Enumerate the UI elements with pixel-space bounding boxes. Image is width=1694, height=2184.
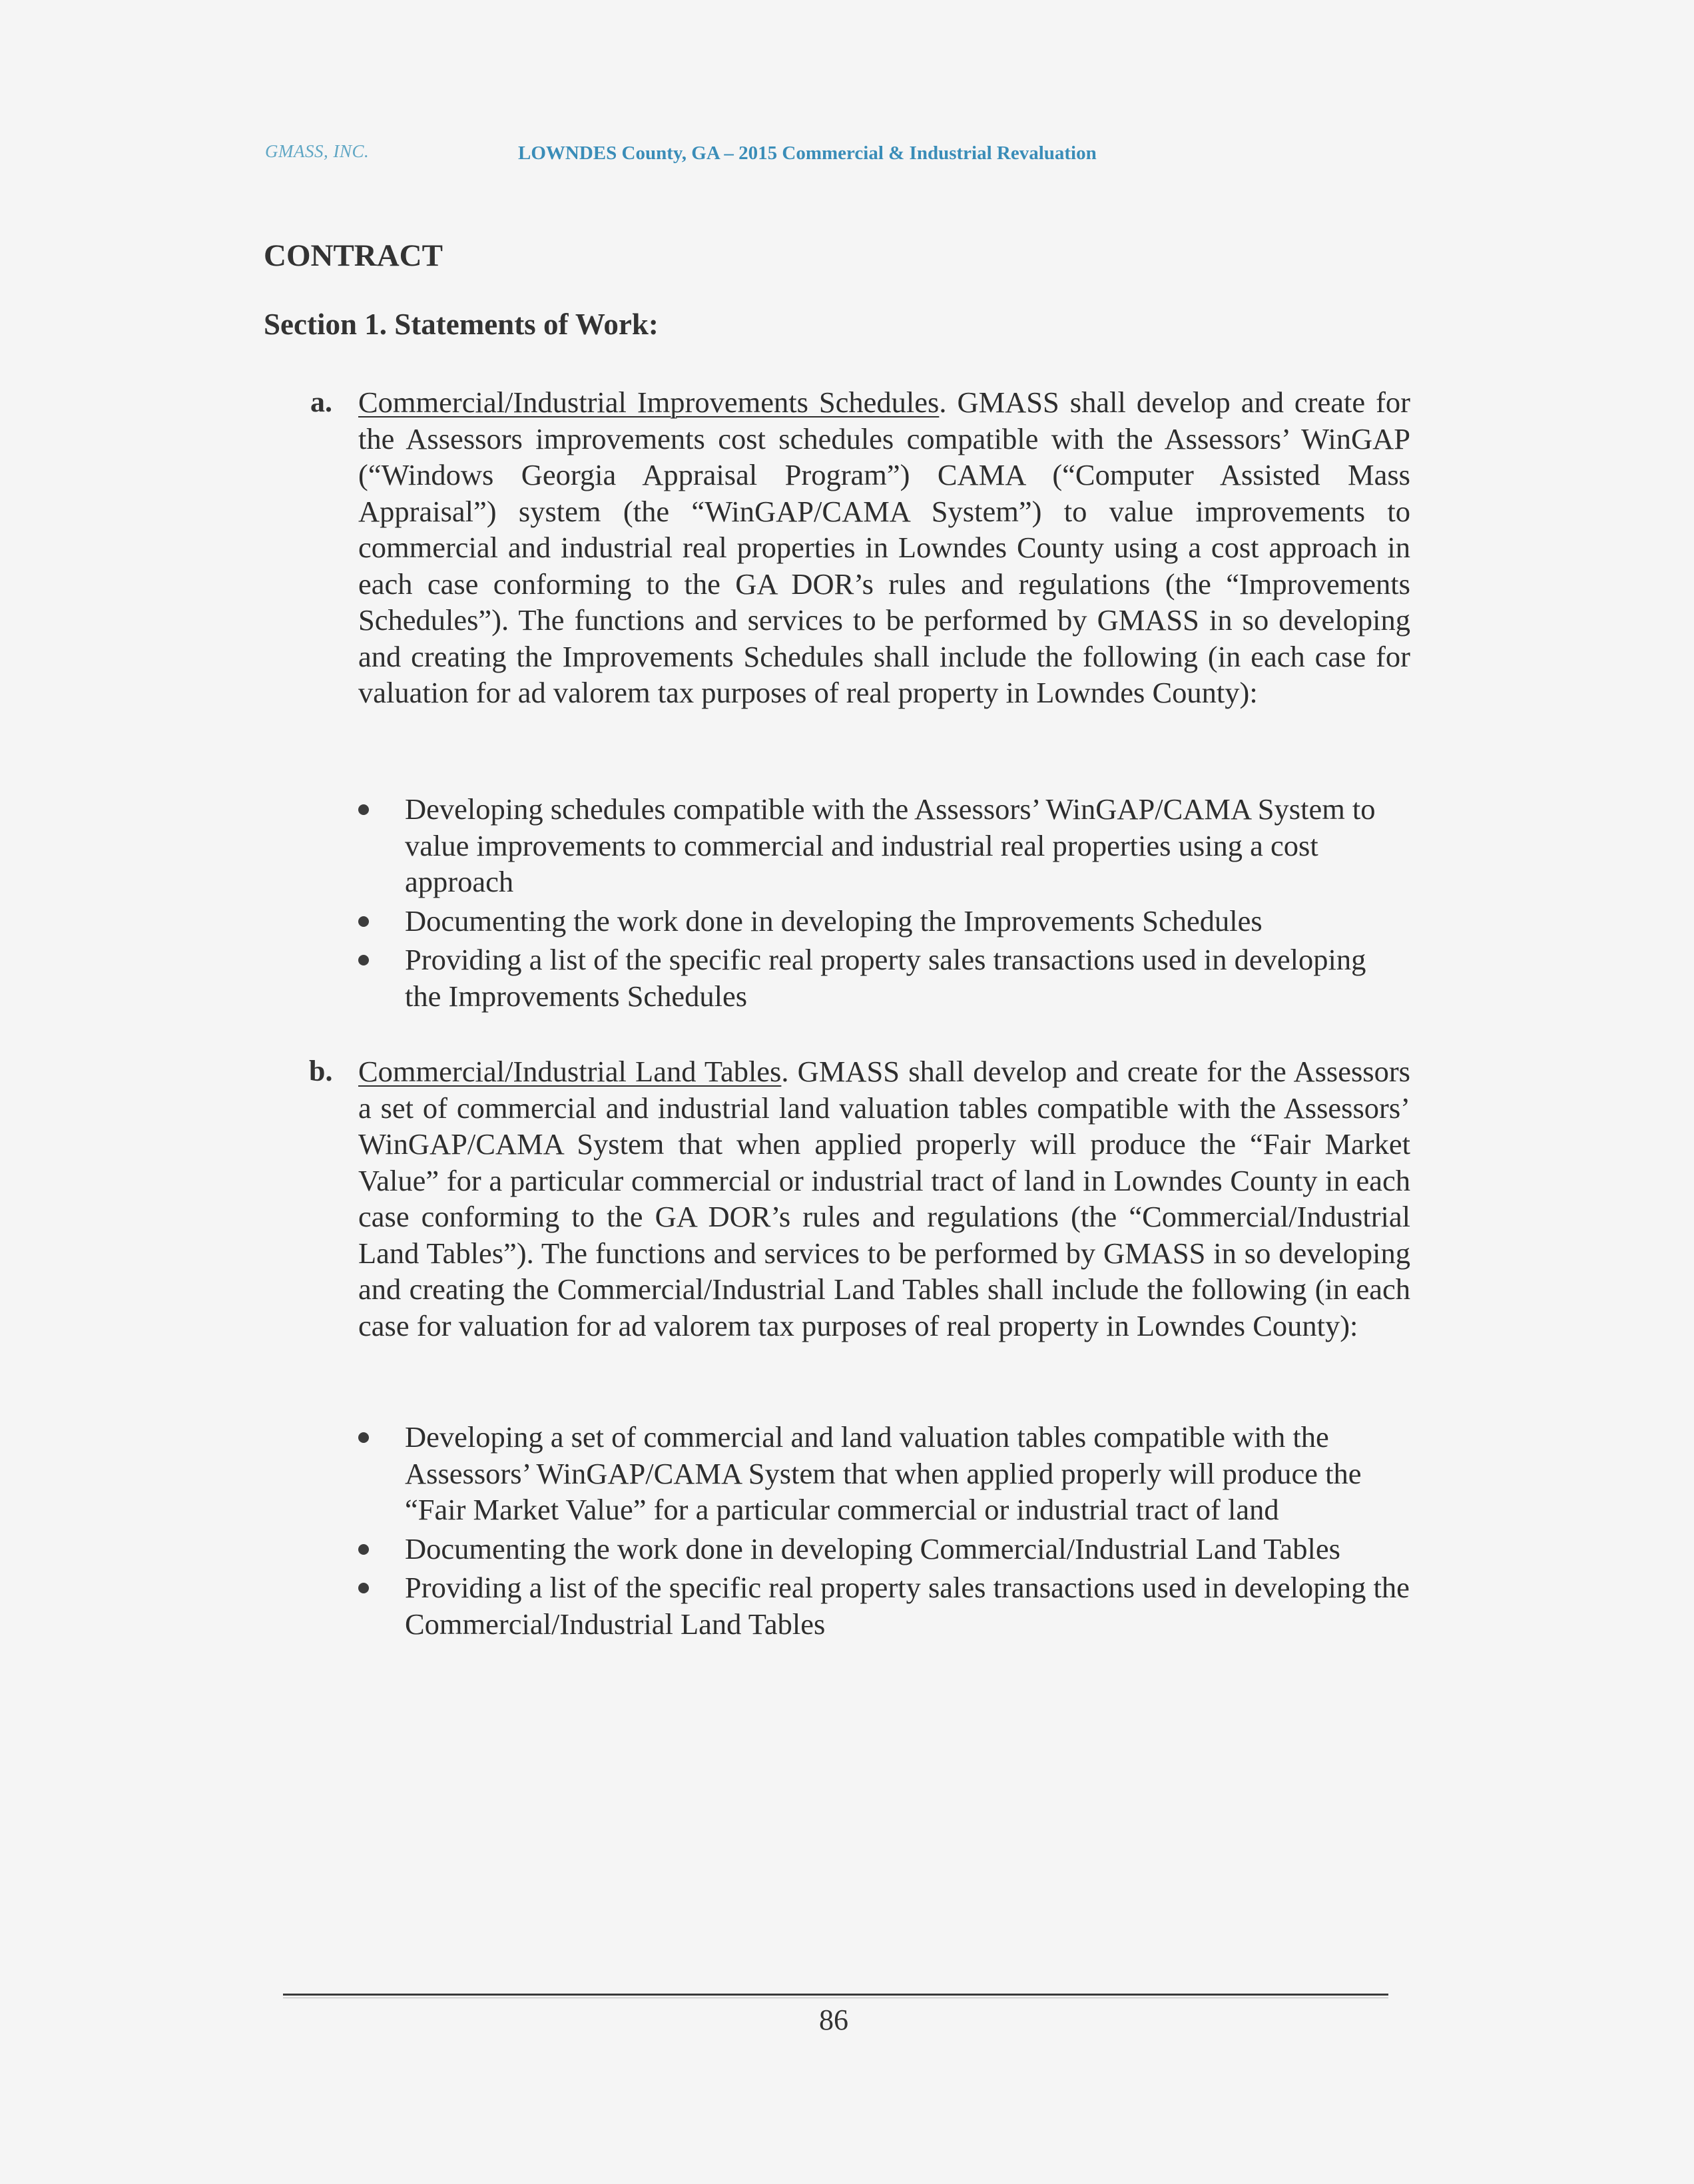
item-a-paragraph	[358, 384, 1410, 711]
contract-title: CONTRACT	[264, 238, 443, 273]
footer-divider	[283, 1994, 1388, 1996]
item-b-paragraph	[358, 1053, 1410, 1344]
item-b-body: . GMASS shall develop and create for the Assessors a set of commercial and industrial land valuation tables compatible with the Assessors’ WinGAP/CAMA System that when applied properly will produce the “Fair Market Value” for a particular commercial or industrial tract of land in Lowndes County in each case conforming to the GA DOR’s rules and regulations (the “Commercial/Industrial Land Tables”). The functions and services to be performed by GMASS in so developing and creating the Commercial/Industrial Land Tables shall include the following (in each case for valuation for ad valorem tax purposes of real property in Lowndes County):	[358, 1055, 1410, 1342]
list-item: Providing a list of the specific real property sales transactions used in developing the Commercial/Industrial Land Tables	[358, 1569, 1410, 1642]
header-project-title: LOWNDES County, GA – 2015 Commercial & Industrial Revaluation	[518, 142, 1097, 164]
item-a-letter: a.	[310, 386, 332, 418]
bullet-icon	[358, 955, 369, 965]
bullet-icon	[358, 916, 369, 927]
list-item: Developing a set of commercial and land valuation tables compatible with the Assessors’ WinGAP/CAMA System that when applied properly will produce the “Fair Market Value” for a particular commercial or industrial tract of land	[358, 1419, 1410, 1528]
item-b-bullet-list	[358, 1419, 1410, 1645]
bullet-icon	[358, 1544, 369, 1555]
bullet-icon	[358, 1583, 369, 1593]
list-item: Documenting the work done in developing the Improvements Schedules	[358, 903, 1384, 940]
list-item: Providing a list of the specific real property sales transactions used in developing the Improvements Schedules	[358, 942, 1384, 1014]
item-a-body: . GMASS shall develop and create for the Assessors improvements cost schedules compatible with the Assessors’ WinGAP (“Windows Georgia Appraisal Program”) CAMA (“Computer Assisted Mass Appraisal”) system (the “WinGAP/CAMA System”) to value improvements to commercial and industrial real properties in Lowndes County using a cost approach in each case conforming to the GA DOR’s rules and regulations (the “Improvements Schedules”). The functions and services to be performed by GMASS in so developing and creating the Improvements Schedules shall include the following (in each case for valuation for ad valorem tax purposes of real property in Lowndes County):	[358, 386, 1410, 709]
header-company: GMASS, INC.	[265, 141, 370, 161]
item-a-bullet-list	[358, 791, 1384, 1017]
list-item: Developing schedules compatible with the Assessors’ WinGAP/CAMA System to value improvements to commercial and industrial real properties using a cost approach	[358, 791, 1384, 900]
bullet-icon	[358, 804, 369, 815]
bullet-icon	[358, 1432, 369, 1443]
section-title: Section 1. Statements of Work:	[264, 308, 659, 341]
item-a-heading: Commercial/Industrial Improvements Schedules	[358, 386, 940, 419]
page-number: 86	[819, 2004, 848, 2036]
item-b-letter: b.	[309, 1055, 333, 1087]
item-b-heading: Commercial/Industrial Land Tables	[358, 1055, 782, 1088]
list-item: Documenting the work done in developing Commercial/Industrial Land Tables	[358, 1531, 1410, 1567]
